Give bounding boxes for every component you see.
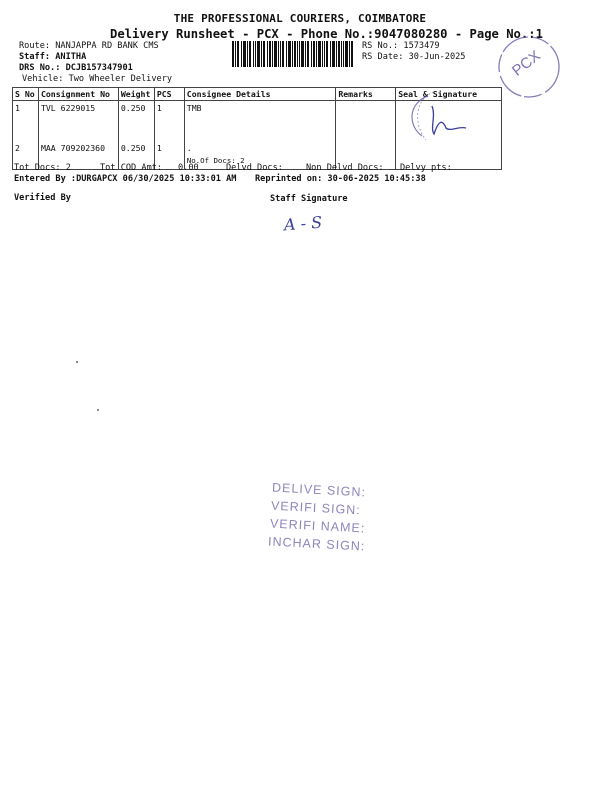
pcx-stamp xyxy=(496,34,562,100)
rs-date: RS Date: 30-Jun-2025 xyxy=(362,52,466,62)
col-sno: S No xyxy=(13,88,39,101)
runsheet-title: Delivery Runsheet - PCX - Phone No.:9047080280 - Page No.:1 xyxy=(110,27,543,41)
total-docs: Tot Docs: 2 xyxy=(14,163,71,173)
staff-signature-label: Staff Signature xyxy=(270,194,348,204)
col-consignment-no: Consignment No xyxy=(38,88,118,101)
vehicle-field: Vehicle: Two Wheeler Delivery xyxy=(22,74,173,84)
speck xyxy=(97,409,99,411)
route-field: Route: NANJAPPA RD BANK CMS xyxy=(19,41,159,51)
col-remarks: Remarks xyxy=(336,88,396,101)
speck xyxy=(76,361,78,363)
drs-number: DRS No.: DCJB157347901 xyxy=(19,63,133,73)
verified-by-label: Verified By xyxy=(14,193,71,203)
company-name: THE PROFESSIONAL COURIERS, COIMBATORE xyxy=(173,12,427,25)
handwritten-initials: A - S xyxy=(283,212,323,235)
delivered-docs: Delvd Docs: xyxy=(226,163,283,173)
stamp-line: INCHAR SIGN: xyxy=(267,534,366,554)
consignee-name: TMB xyxy=(186,103,202,113)
col-seal-signature: Seal & Signature xyxy=(396,88,502,101)
stamp-line: VERIFI SIGN: xyxy=(270,498,362,518)
consignee-name: . xyxy=(186,143,192,153)
seal-signature-mark xyxy=(400,88,480,148)
col-consignee-details: Consignee Details xyxy=(184,88,336,101)
delivery-points: Delvy pts: xyxy=(400,163,452,173)
docs-count: No.Of Docs: 2 xyxy=(186,156,245,165)
stamp-line: DELIVE SIGN: xyxy=(271,480,367,500)
total-cod-label: Tot COD Amt: xyxy=(100,163,163,173)
cell-weight: 0.250 xyxy=(118,101,154,142)
barcode xyxy=(232,41,354,67)
non-delivered-docs: Non Delvd Docs: xyxy=(306,163,384,173)
cell-consignee xyxy=(184,101,336,142)
total-cod-value: 0.00 xyxy=(178,163,199,173)
cell-sno: 1 xyxy=(13,101,39,142)
cell-weight: 0.250 xyxy=(118,141,154,170)
staff-field: Staff: ANITHA xyxy=(19,52,87,62)
pcx-stamp-label: PCX xyxy=(509,47,544,80)
cell-pcs: 1 xyxy=(154,101,184,142)
cell-sno: 2 xyxy=(13,141,39,170)
cell-consignment: TVL 6229015 xyxy=(38,101,118,142)
col-weight: Weight xyxy=(118,88,154,101)
cell-pcs: 1 xyxy=(154,141,184,170)
cell-consignment: MAA 709202360 xyxy=(38,141,118,170)
rs-number: RS No.: 1573479 xyxy=(362,41,440,51)
cell-remarks xyxy=(336,101,396,142)
reprinted-on: Reprinted on: 30-06-2025 10:45:38 xyxy=(255,174,426,184)
entered-by: Entered By :DURGAPCX 06/30/2025 10:33:01 AM xyxy=(14,174,237,184)
col-pcs: PCS xyxy=(154,88,184,101)
stamp-line: VERIFI NAME: xyxy=(269,516,366,536)
